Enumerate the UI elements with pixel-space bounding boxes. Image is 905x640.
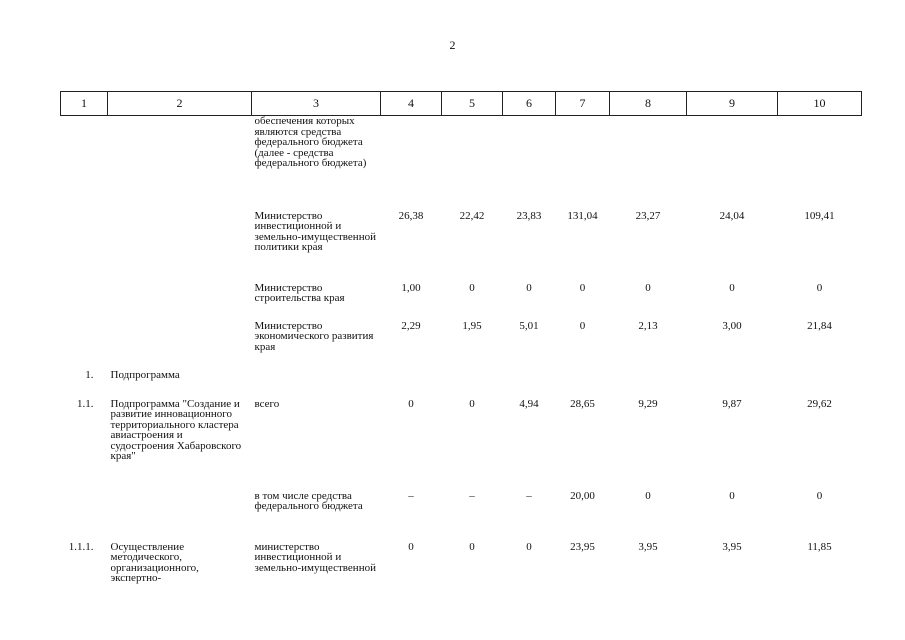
- row-value: 2,29: [401, 319, 421, 332]
- row-name: [108, 211, 252, 283]
- row-value: 23,95: [570, 540, 595, 553]
- row-name: [108, 283, 252, 321]
- row-value: 0: [729, 489, 735, 502]
- table-row: [61, 321, 862, 370]
- header-row: [61, 92, 862, 116]
- header-col-9: 9: [687, 92, 778, 116]
- row-value: –: [408, 489, 414, 502]
- row-value: [687, 116, 778, 211]
- row-executor: Министерство экономического развития края: [254, 319, 374, 353]
- row-value: [442, 116, 503, 211]
- row-code: 1.: [85, 368, 94, 381]
- table-row: [61, 116, 862, 211]
- row-value: [778, 370, 862, 399]
- row-value: 0: [816, 281, 823, 294]
- row-value: 3,00: [722, 319, 742, 332]
- row-code: 1.1.1.: [68, 540, 94, 553]
- row-value: 5,01: [519, 319, 539, 332]
- row-value: 22,42: [459, 209, 485, 222]
- table-row: [61, 491, 862, 542]
- row-value: 21,84: [807, 319, 832, 332]
- row-value: –: [526, 489, 532, 502]
- row-value: [381, 370, 442, 399]
- row-value: 2,13: [638, 319, 658, 332]
- row-value: 20,00: [570, 489, 595, 502]
- table-row: [61, 370, 862, 399]
- row-value: [503, 116, 556, 211]
- row-executor: Министерство строительства края: [254, 281, 345, 304]
- row-value: 4,94: [519, 397, 539, 410]
- row-code: [61, 491, 108, 542]
- row-value: 109,41: [804, 209, 835, 222]
- row-value: [687, 370, 778, 399]
- row-value: –: [469, 489, 475, 502]
- header-col-10: 10: [778, 92, 862, 116]
- row-value: 24,04: [719, 209, 745, 222]
- row-code: [61, 116, 108, 211]
- row-value: 9,29: [638, 397, 658, 410]
- row-value: 3,95: [722, 540, 742, 553]
- row-value: 26,38: [398, 209, 424, 222]
- row-executor: [252, 370, 381, 399]
- table-row: [61, 211, 862, 283]
- row-value: 0: [645, 489, 651, 502]
- row-name: Осуществление методического, организационного, экспертно-: [110, 540, 199, 584]
- header-col-3: 3: [252, 92, 381, 116]
- row-value: 131,04: [567, 209, 598, 222]
- row-value: 0: [469, 397, 475, 410]
- row-value: 0: [408, 397, 414, 410]
- table-row: [61, 399, 862, 491]
- row-value: [610, 116, 687, 211]
- row-value: 9,87: [722, 397, 742, 410]
- header-col-8: 8: [610, 92, 687, 116]
- row-executor: в том числе средства федерального бюджета: [254, 489, 363, 512]
- row-code: [61, 283, 108, 321]
- row-value: [556, 370, 610, 399]
- row-name: [108, 321, 252, 370]
- header-col-4: 4: [381, 92, 442, 116]
- row-value: 28,65: [570, 397, 595, 410]
- row-value: 29,62: [807, 397, 832, 410]
- row-value: [442, 370, 503, 399]
- table-row: [61, 542, 862, 590]
- header-col-7: 7: [556, 92, 610, 116]
- row-value: 0: [408, 540, 414, 553]
- header-col-6: 6: [503, 92, 556, 116]
- row-name: [108, 116, 252, 211]
- row-executor: обеспечения которых являются средства федерального бюджета (далее - средства федерального бюджета): [254, 115, 367, 169]
- row-name: Подпрограмма: [110, 368, 180, 381]
- row-value: 0: [579, 319, 586, 332]
- row-executor: Министерство инвестиционной и земельно-имущественной политики края: [254, 209, 376, 253]
- row-value: 0: [526, 281, 532, 294]
- row-executor: всего: [254, 397, 280, 410]
- row-value: 0: [645, 281, 651, 294]
- row-value: 23,27: [635, 209, 661, 222]
- row-value: [381, 116, 442, 211]
- row-value: 3,95: [638, 540, 658, 553]
- row-value: [778, 116, 862, 211]
- row-name: [108, 491, 252, 542]
- row-code: [61, 211, 108, 283]
- row-code: [61, 321, 108, 370]
- row-value: 0: [816, 489, 823, 502]
- row-name: Подпрограмма "Создание и развитие инновационного территориального кластера авиастроения и судостроения Хабаровского края": [110, 397, 242, 462]
- row-value: [556, 116, 610, 211]
- row-value: 1,95: [462, 319, 482, 332]
- row-value: 1,00: [401, 281, 421, 294]
- row-value: 11,85: [807, 540, 832, 553]
- row-value: 0: [469, 540, 475, 553]
- row-value: 23,83: [516, 209, 542, 222]
- row-value: 0: [579, 281, 586, 294]
- table-row: [61, 283, 862, 321]
- row-value: [610, 370, 687, 399]
- row-value: 0: [526, 540, 532, 553]
- row-value: [503, 370, 556, 399]
- row-executor: министерство инвестиционной и земельно-имущественной: [254, 540, 376, 574]
- header-col-2: 2: [108, 92, 252, 116]
- row-value: 0: [469, 281, 475, 294]
- row-code: 1.1.: [77, 397, 94, 410]
- page-number: 2: [449, 38, 456, 52]
- row-value: 0: [729, 281, 735, 294]
- header-col-1: 1: [61, 92, 108, 116]
- header-col-5: 5: [442, 92, 503, 116]
- budget-table: [60, 91, 862, 590]
